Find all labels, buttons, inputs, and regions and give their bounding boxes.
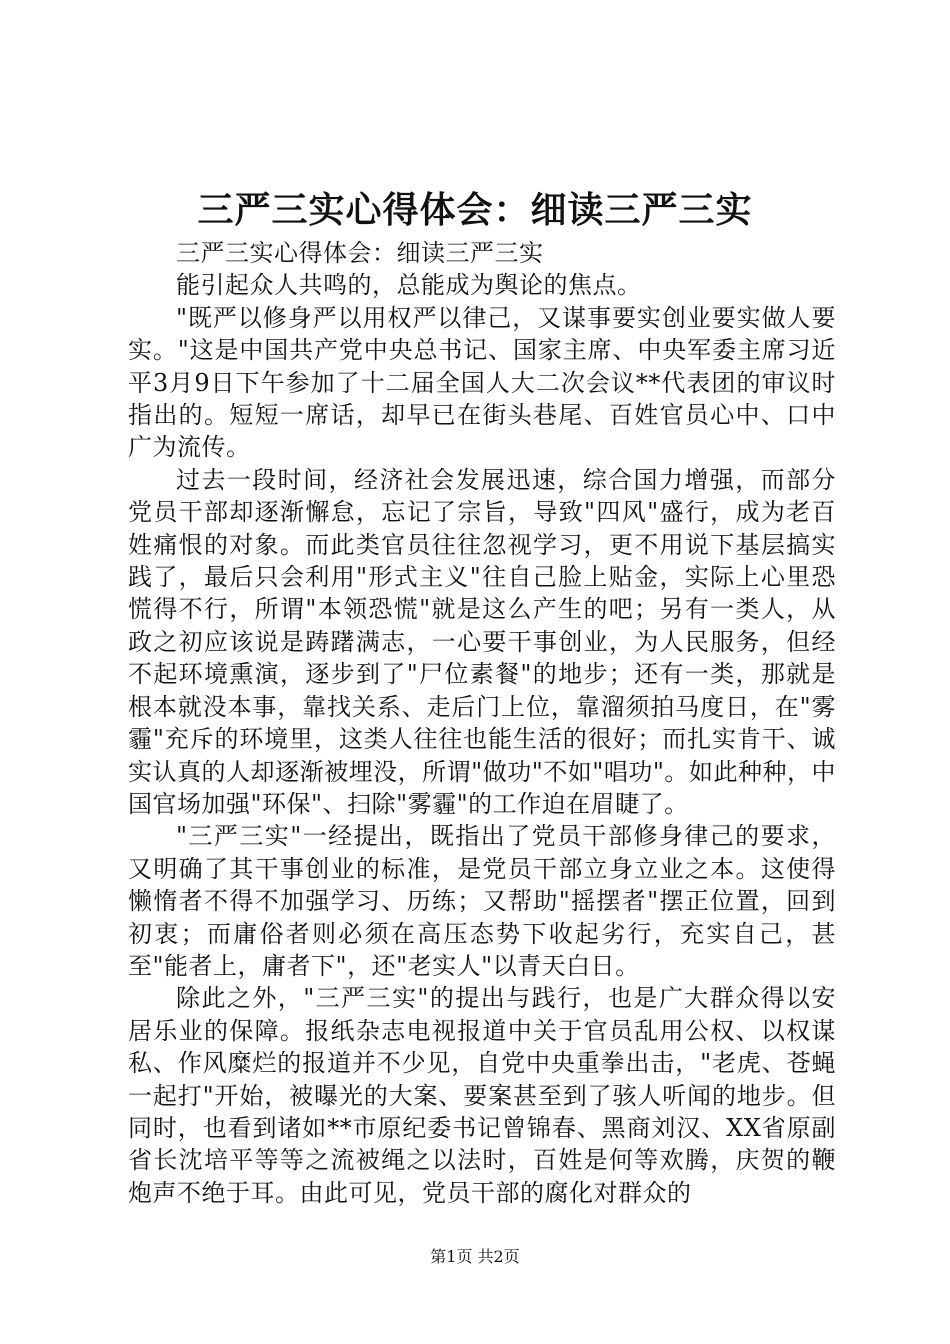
paragraph-subtitle: 三严三实心得体会：细读三严三实 (176, 239, 544, 267)
paragraph-past: 过去一段时间，经济社会发展迅速，综合国力增强，而部分党员干部却逐渐懈怠，忘记了宗旨，导致"四风"盛行，成为老百姓痛恨的对象。而此类官员往往忽视学习，更不用说下基层搞实践了，最后只会利用"形式主义"往自己脸上贴金，实际上心里恐慌得不行，所谓"本领恐慌"就是这么产生的吧；另有一类人，从政之初应该说是踌躇满志，一心要干事创业，为人民服务，但经不起环境熏演，逐步到了"尸位素餐"的地步；还有一类，那就是根本就没本事，靠找关系、走后门上位，靠溜须拍马度日，在"雾霾"充斥的环境里，这类人往往也能生活的很好；而扎实肯干、诚实认真的人却逐渐被埋没，所谓"做功"不如"唱功"。如此种种，中国官场加强"环保"、扫除"雾霾"的工作迫在眉睫了。 (128, 465, 836, 818)
document-body (128, 237, 836, 1209)
document-title: 三严三实心得体会：细读三严三实 (197, 189, 753, 231)
paragraph-besides: 除此之外，"三严三实"的提出与践行，也是广大群众得以安居乐业的保障。报纸杂志电视报道中关于官员乱用公权、以权谋私、作风糜烂的报道并不少见，自党中央重拳出击，"老虎、苍蝇一起打"开始，被曝光的大案、要案甚至到了骇人听闻的地步。但同时，也看到诸如**市原纪委书记曾锦春、黑商刘汉、XX省原副省长沈培平等等之流被绳之以法时，百姓是何等欢腾，庆贺的鞭炮声不绝于耳。由此可见，党员干部的腐化对群众的 (128, 984, 836, 1207)
paragraph-intro: 能引起众人共鸣的，总能成为舆论的焦点。 (176, 271, 642, 300)
paragraph-quote: "既严以修身严以用权严以律己，又谋事要实创业要实做人要实。"这是中国共产党中央总书记、国家主席、中央军委主席习近平3月9日下午参加了十二届全国人大二次会议**代表团的审议时指出的。短短一席话，却早已在街头巷尾、百姓官员心中、口中广为流传。 (128, 303, 836, 462)
paragraph-three-strict: "三严三实"一经提出，既指出了党员干部修身律己的要求，又明确了其干事创业的标准，是党员干部立身立业之本。这使得懒惰者不得不加强学习、历练；又帮助"摇摆者"摆正位置，回到初衷；而庸俗者则必须在高压态势下收起劣行，充实自己，甚至"能者上，庸者下"，还"老实人"以青天白日。 (128, 822, 836, 980)
page-number-footer: 第1页 共2页 (430, 1247, 520, 1266)
